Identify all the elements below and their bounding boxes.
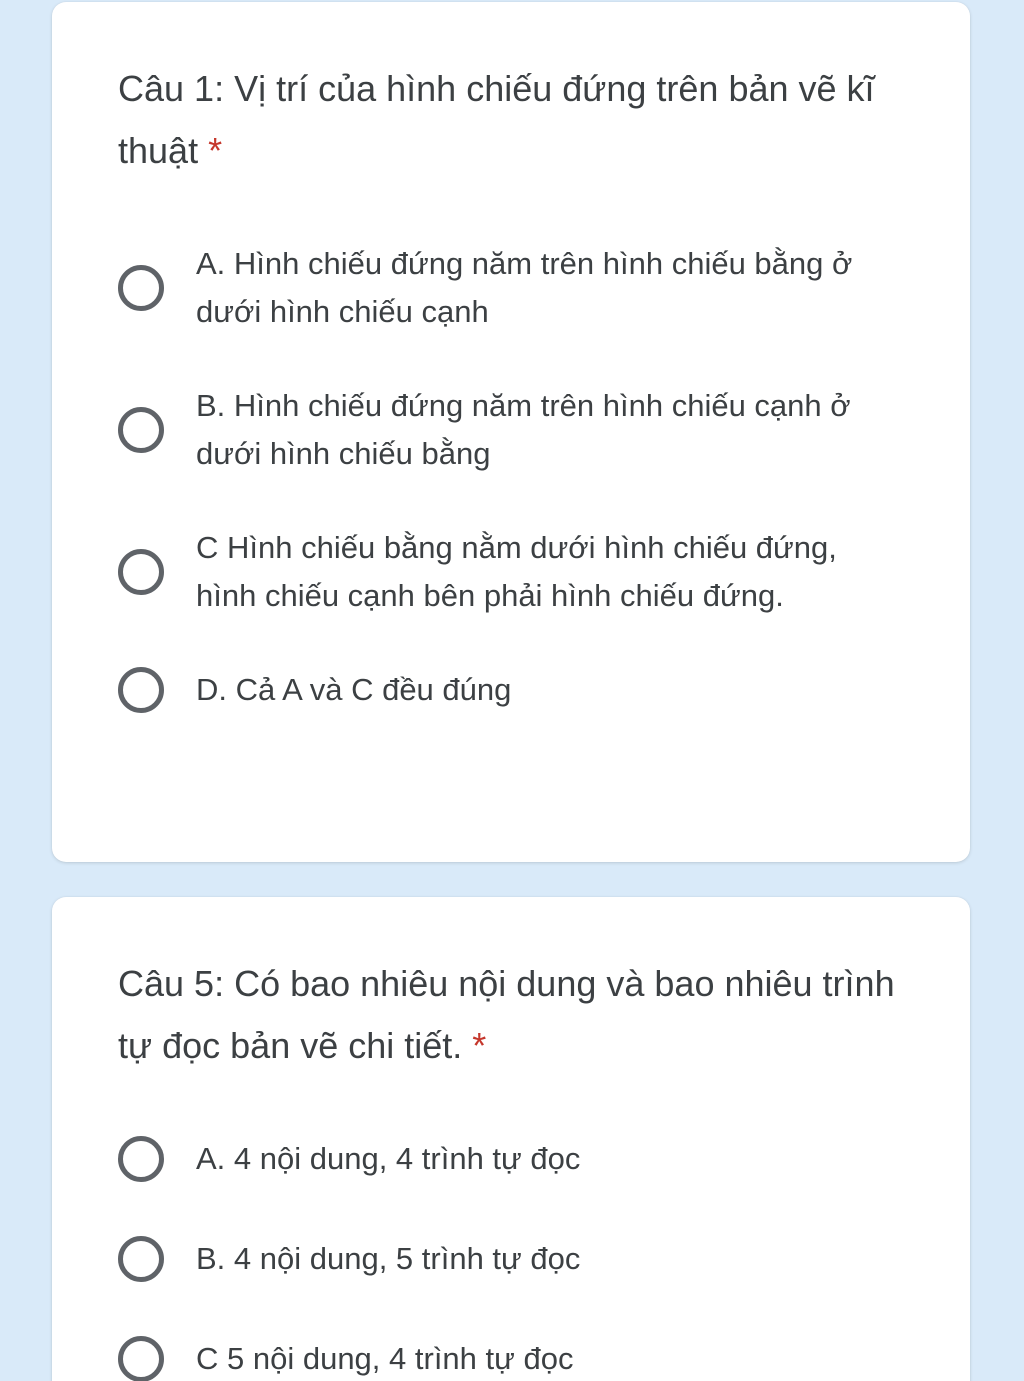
radio-unselected-icon[interactable] xyxy=(118,549,164,595)
radio-option-c[interactable] xyxy=(118,1335,904,1381)
question-title xyxy=(118,953,904,1077)
radio-option-label: A. Hình chiếu đứng năm trên hình chiếu bằng ở dưới hình chiếu cạnh xyxy=(196,246,853,329)
radio-option-label: C Hình chiếu bằng nằm dưới hình chiếu đứng, hình chiếu cạnh bên phải hình chiếu đứng. xyxy=(196,530,837,613)
question-title-text: Câu 5: Có bao nhiêu nội dung và bao nhiêu trình tự đọc bản vẽ chi tiết. xyxy=(118,963,895,1066)
required-asterisk: * xyxy=(208,130,223,171)
radio-option-d[interactable] xyxy=(118,666,904,714)
question-title-text: Câu 1: Vị trí của hình chiếu đứng trên bản vẽ kĩ thuật xyxy=(118,68,875,171)
question-card-2 xyxy=(52,897,970,1381)
radio-option-a[interactable] xyxy=(118,1135,904,1183)
radio-option-label: B. Hình chiếu đứng năm trên hình chiếu cạnh ở dưới hình chiếu bằng xyxy=(196,388,851,471)
required-asterisk: * xyxy=(472,1025,487,1066)
radio-option-a[interactable] xyxy=(118,240,904,336)
question-card-1 xyxy=(52,2,970,862)
radio-unselected-icon[interactable] xyxy=(118,667,164,713)
radio-unselected-icon[interactable] xyxy=(118,1336,164,1381)
radio-option-label: D. Cả A và C đều đúng xyxy=(196,672,512,707)
radio-unselected-icon[interactable] xyxy=(118,1236,164,1282)
radio-option-b[interactable] xyxy=(118,382,904,478)
question-title xyxy=(118,58,904,182)
radio-unselected-icon[interactable] xyxy=(118,407,164,453)
radio-option-label: B. 4 nội dung, 5 trình tự đọc xyxy=(196,1241,581,1276)
radio-option-b[interactable] xyxy=(118,1235,904,1283)
radio-unselected-icon[interactable] xyxy=(118,1136,164,1182)
radio-option-label: A. 4 nội dung, 4 trình tự đọc xyxy=(196,1141,581,1176)
radio-unselected-icon[interactable] xyxy=(118,265,164,311)
radio-option-label: C 5 nội dung, 4 trình tự đọc xyxy=(196,1341,574,1376)
radio-option-c[interactable] xyxy=(118,524,904,620)
